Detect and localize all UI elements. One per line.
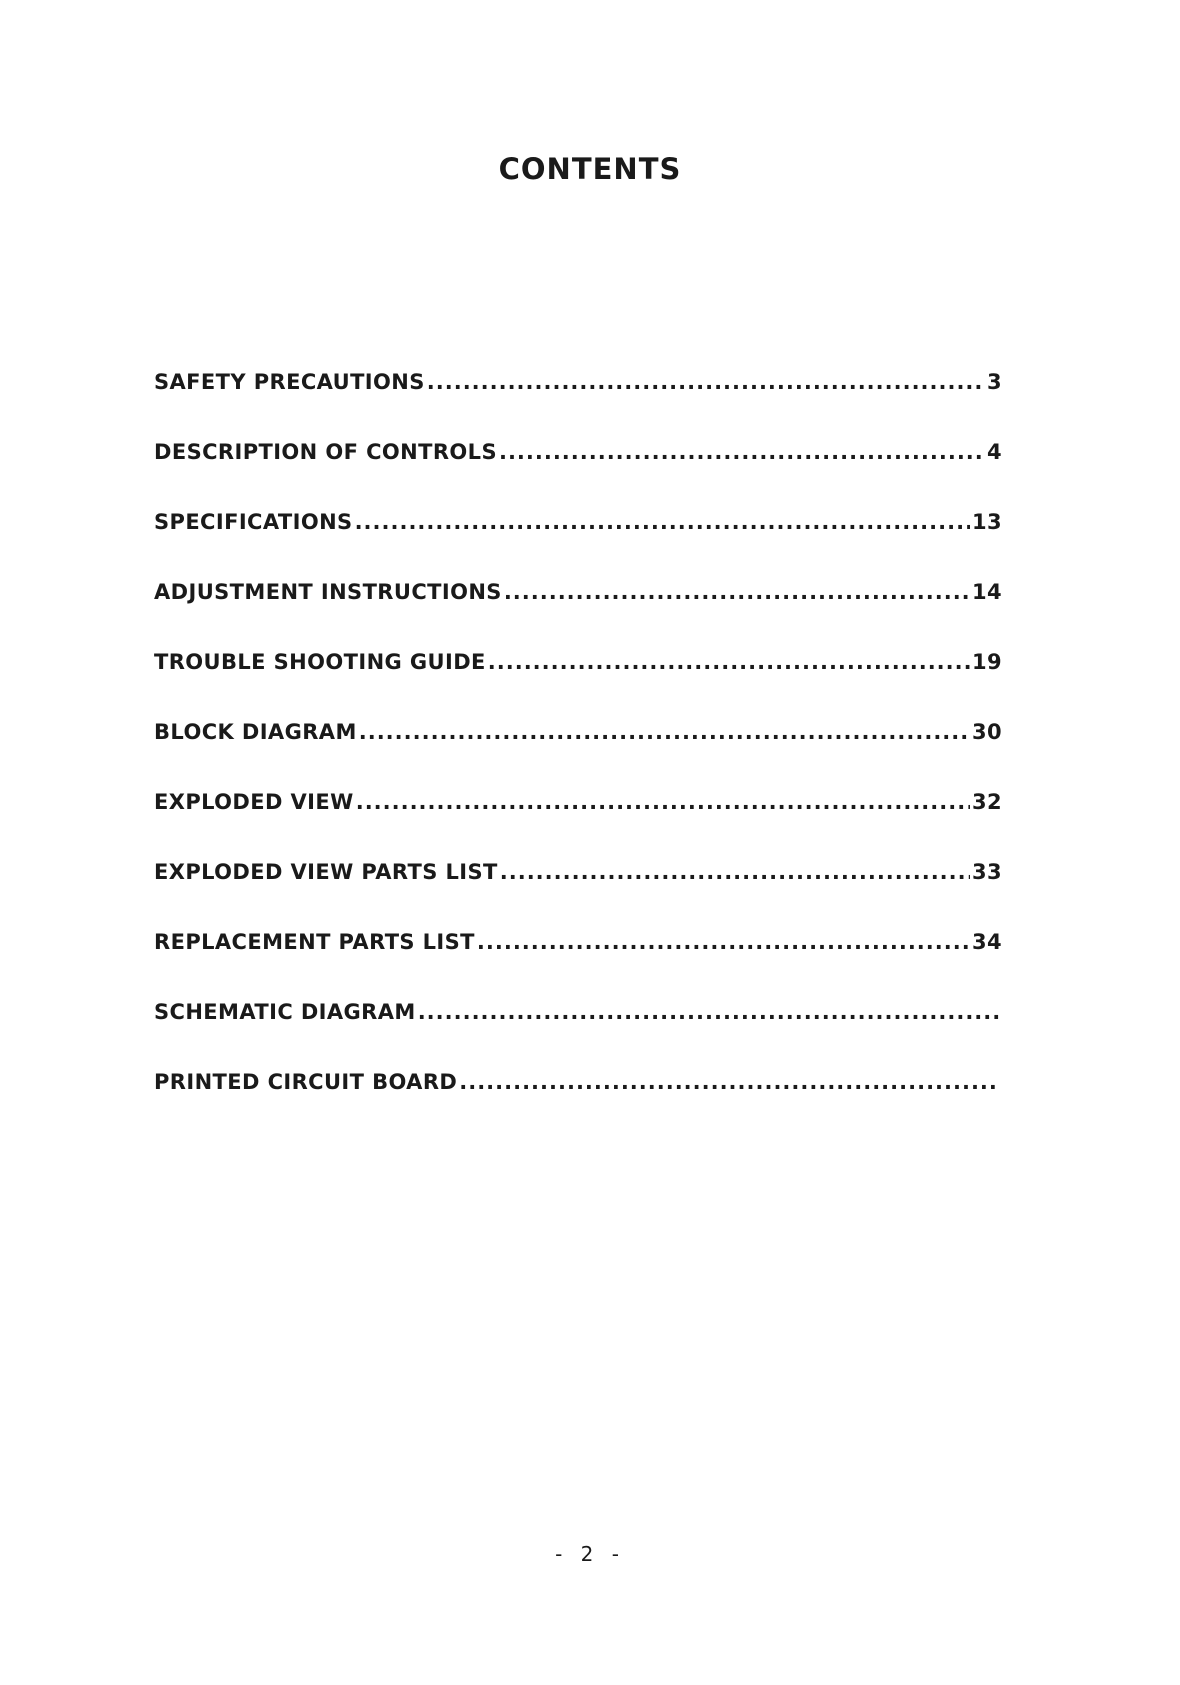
toc-entry-label: PRINTED CIRCUIT BOARD (154, 1070, 458, 1094)
toc-entry-label: REPLACEMENT PARTS LIST (154, 930, 475, 954)
toc-entry-page: 13 (971, 510, 1002, 534)
toc-entry-safety-precautions (154, 367, 1002, 437)
dot-leader (356, 787, 970, 817)
toc-entry-label: ADJUSTMENT INSTRUCTIONS (154, 580, 502, 604)
dot-leader (499, 437, 985, 467)
toc-entry-label: BLOCK DIAGRAM (154, 720, 357, 744)
toc-entry-page: 19 (971, 650, 1002, 674)
page-number: - 2 - (555, 1542, 625, 1566)
toc-entry-page: 32 (971, 790, 1002, 814)
dot-leader (500, 857, 970, 887)
dot-leader (488, 647, 970, 677)
toc-entry-exploded-view-parts-list (154, 857, 1002, 927)
toc-entry-exploded-view (154, 787, 1002, 857)
dot-leader (359, 717, 970, 747)
toc-entry-page: 33 (971, 860, 1002, 884)
toc-entry-page: 4 (986, 440, 1002, 464)
dot-leader (418, 997, 1000, 1027)
dot-leader (355, 507, 970, 537)
page-title: CONTENTS (498, 152, 682, 186)
dot-leader (459, 1067, 1000, 1097)
toc-entry-replacement-parts-list (154, 927, 1002, 997)
toc-entry-printed-circuit-board (154, 1067, 1002, 1137)
toc-entry-specifications (154, 507, 1002, 577)
toc-entry-label: DESCRIPTION OF CONTROLS (154, 440, 497, 464)
toc-entry-trouble-shooting-guide (154, 647, 1002, 717)
toc-entry-page: 3 (986, 370, 1002, 394)
toc-entry-page: 34 (971, 930, 1002, 954)
toc-entry-label: SPECIFICATIONS (154, 510, 353, 534)
toc-entry-label: EXPLODED VIEW PARTS LIST (154, 860, 498, 884)
dot-leader (504, 577, 970, 607)
table-of-contents (154, 367, 1002, 1137)
toc-entry-label: TROUBLE SHOOTING GUIDE (154, 650, 486, 674)
toc-entry-adjustment-instructions (154, 577, 1002, 647)
toc-entry-description-of-controls (154, 437, 1002, 507)
toc-entry-block-diagram (154, 717, 1002, 787)
toc-entry-label: SAFETY PRECAUTIONS (154, 370, 425, 394)
toc-entry-label: SCHEMATIC DIAGRAM (154, 1000, 416, 1024)
toc-entry-page: 30 (971, 720, 1002, 744)
toc-entry-label: EXPLODED VIEW (154, 790, 354, 814)
toc-entry-page: 14 (971, 580, 1002, 604)
dot-leader (477, 927, 970, 957)
dot-leader (427, 367, 985, 397)
toc-entry-schematic-diagram (154, 997, 1002, 1067)
